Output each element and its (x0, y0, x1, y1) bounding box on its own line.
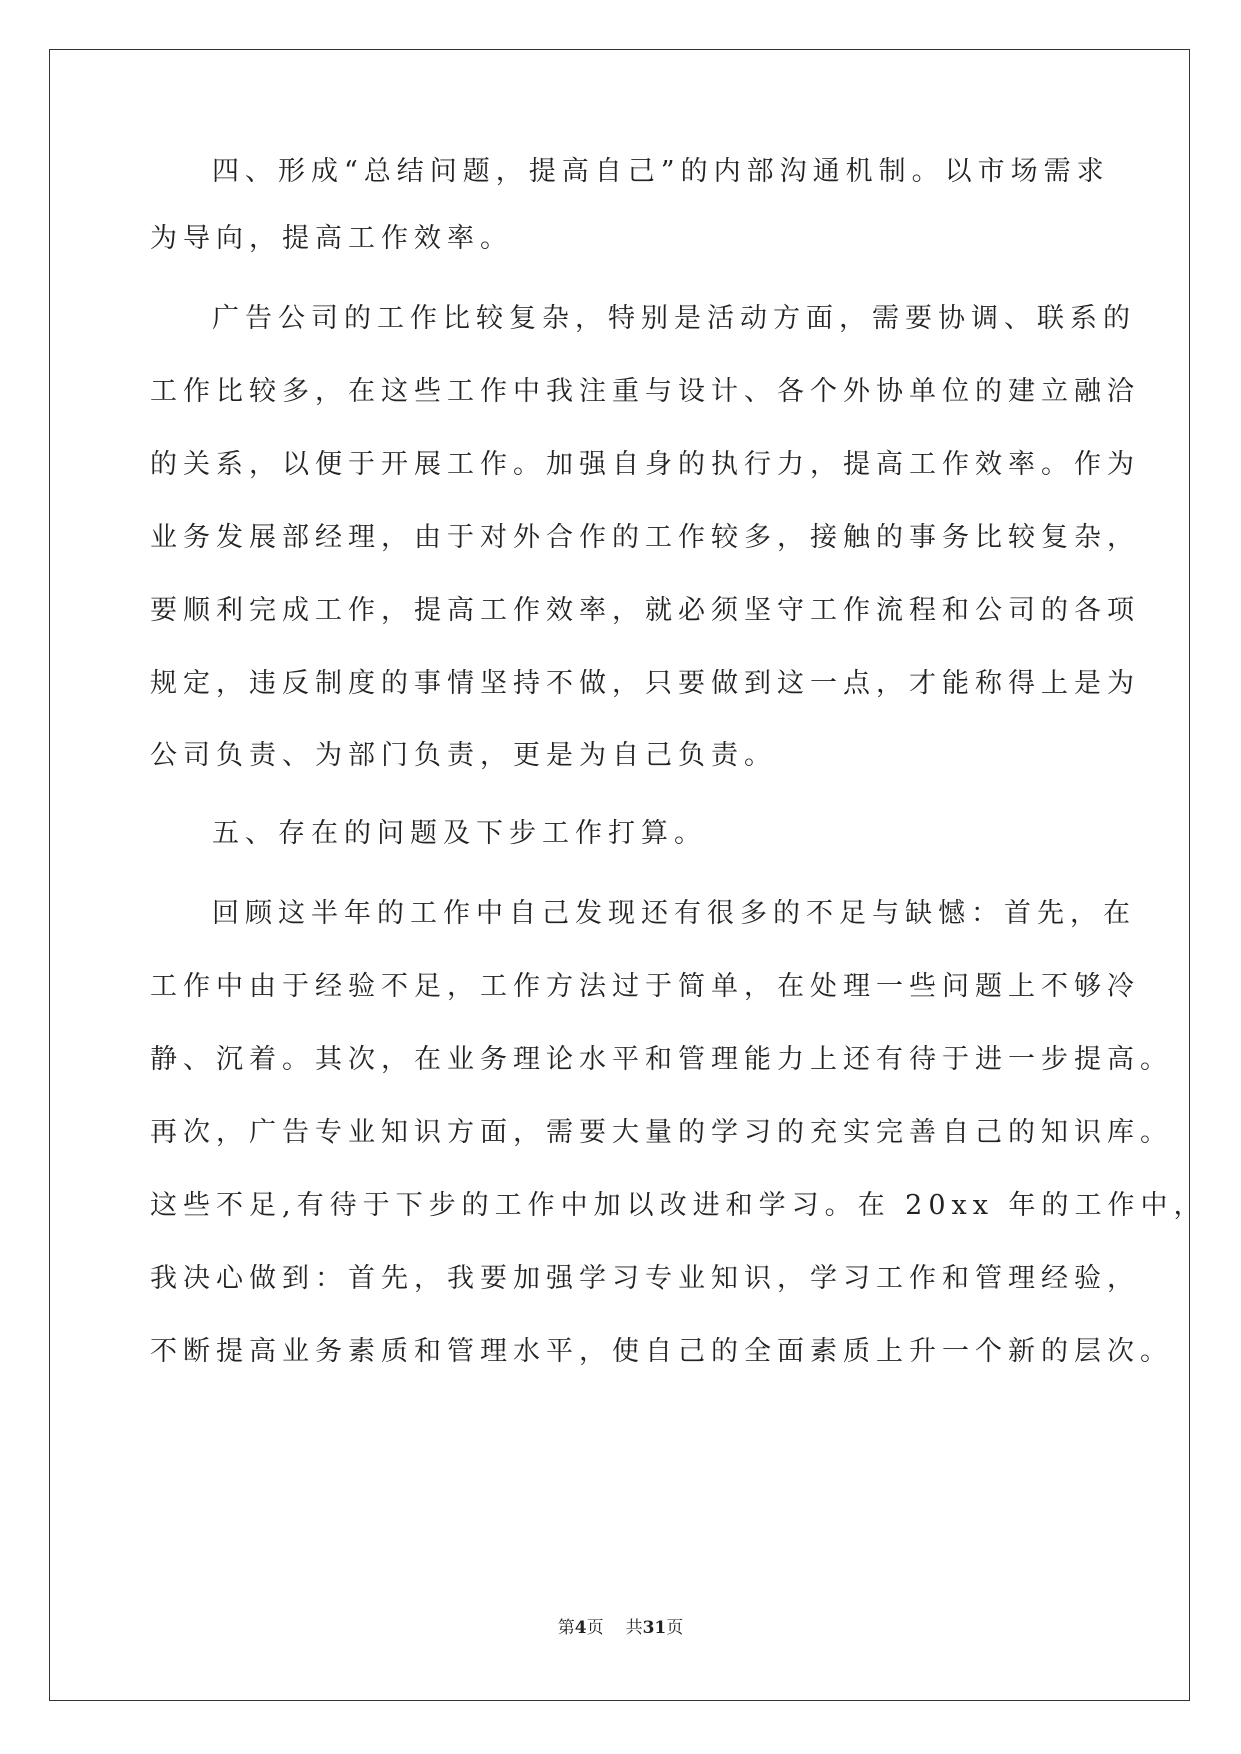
page-border (49, 49, 1190, 1701)
page-prefix: 第 (557, 1618, 575, 1638)
total-pages: 31 (642, 1618, 667, 1638)
section-heading: 五、存在的问题及下步工作打算。 (212, 818, 707, 849)
paragraph-line: 回顾这半年的工作中自己发现还有很多的不足与缺憾：首先，在 (212, 898, 1136, 929)
paragraph-line: 为导向，提高工作效率。 (150, 223, 513, 254)
paragraph-line: 再次，广告专业知识方面，需要大量的学习的充实完善自己的知识库。 (150, 1117, 1173, 1148)
paragraph-line: 工作中由于经验不足，工作方法过于简单，在处理一些问题上不够冷 (150, 971, 1140, 1002)
paragraph-line: 我决心做到：首先，我要加强学习专业知识，学习工作和管理经验， (150, 1263, 1140, 1294)
paragraph-line: 这些不足,有待于下步的工作中加以改进和学习。在 20xx 年的工作中， (150, 1190, 1207, 1221)
paragraph-line: 静、沉着。其次，在业务理论水平和管理能力上还有待于进一步提高。 (150, 1044, 1173, 1075)
page-footer (0, 1616, 1241, 1640)
paragraph-line: 工作比较多，在这些工作中我注重与设计、各个外协单位的建立融洽 (150, 376, 1140, 407)
total-suffix: 页 (666, 1618, 684, 1638)
paragraph-line: 四、形成“总结问题，提高自己”的内部沟通机制。以市场需求 (212, 156, 1110, 187)
paragraph-line: 业务发展部经理，由于对外合作的工作较多，接触的事务比较复杂， (150, 522, 1140, 553)
paragraph-line: 广告公司的工作比较复杂，特别是活动方面，需要协调、联系的 (212, 303, 1136, 334)
paragraph-line: 不断提高业务素质和管理水平，使自己的全面素质上升一个新的层次。 (150, 1336, 1173, 1367)
paragraph-line: 的关系，以便于开展工作。加强自身的执行力，提高工作效率。作为 (150, 449, 1140, 480)
page-number: 4 (574, 1618, 587, 1638)
page-suffix: 页 (586, 1618, 604, 1638)
paragraph-line: 要顺利完成工作，提高工作效率，就必须坚守工作流程和公司的各项 (150, 595, 1140, 626)
paragraph-line: 规定，违反制度的事情坚持不做，只要做到这一点，才能称得上是为 (150, 668, 1140, 699)
paragraph-line: 公司负责、为部门负责，更是为自己负责。 (150, 740, 777, 771)
total-prefix: 共 (625, 1618, 643, 1638)
